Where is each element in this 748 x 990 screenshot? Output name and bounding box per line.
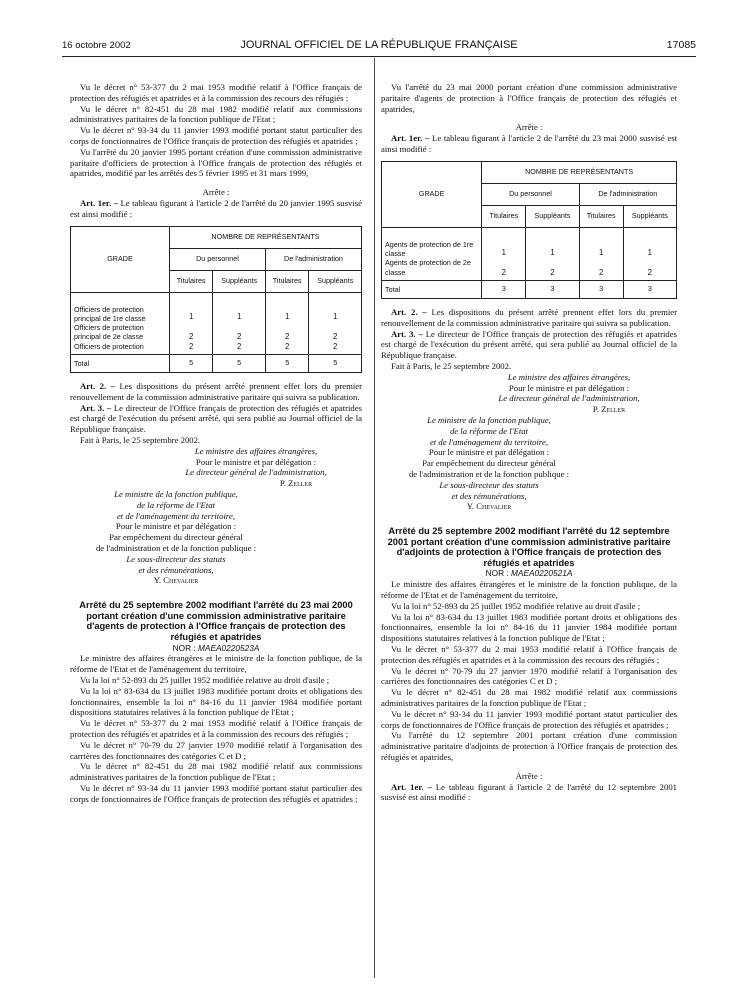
table-total-value: 5 [309,355,362,373]
table-total-value: 3 [579,280,623,298]
grade-label: Officiers de protection principal de 2e classe [74,323,144,342]
table-values-cell: 1 2 2 [213,292,266,354]
table-total-value: 5 [265,355,308,373]
table-header-titulaires: Titulaires [579,205,623,227]
left-column [70,82,362,805]
visa-paragraph: Vu le décret n° 93-34 du 11 janvier 1993 modifié portant statut particulier des corps de fonctionnaires de l'Office français de protection des réfugiés et apatrides ; [70,125,362,146]
right-column [381,82,677,803]
table-values-cell: 1 2 [623,227,676,280]
table-header-suppleants: Suppléants [526,205,579,227]
table-values-cell: 1 2 2 [309,292,362,354]
table-header-nombre: NOMBRE DE REPRÉSENTANTS [169,226,361,248]
table-values-cell: 1 2 [579,227,623,280]
header-page-number: 17085 [666,39,696,51]
signature-block: Le ministre des affaires étrangères, Pour le ministre et par délégation : Le directeur général de l'administration, P. Zeller [498,371,640,415]
table-header-grade: GRADE [71,226,170,292]
table-total-value: 3 [526,280,579,298]
arrete-heading: Arrête : [202,187,230,198]
decree-title: Arrêté du 25 septembre 2002 modifiant l'arrêté du 12 septembre 2001 portant création d'une commission administrative paritaire d'adjoints de protection à l'Office français de protection des réfugiés et apatrides [387,526,671,568]
table-header-administration: De l'administration [579,183,676,205]
table-header-personnel: Du personnel [169,248,265,270]
visa-paragraph: Vu le décret n° 53-377 du 2 mai 1953 modifié relatif à l'Office français de protection des réfugiés et apatrides et à la commission des recours des réfugiés ; [381,644,677,665]
visa-paragraph: Vu le décret n° 93-34 du 11 janvier 1993 modifié portant statut particulier des corps de fonctionnaires de l'Office français de protection des réfugiés et apatrides ; [381,708,677,730]
visa-paragraph: Vu l'arrêté du 12 septembre 2001 portant création d'une commission administrative paritaire d'adjoints de protection à l'Office français de protection des réfugiés et apatrides, [381,730,677,763]
visa-paragraph: Vu le décret n° 82-451 du 28 mai 1982 modifié relatif aux commissions administratives paritaires de la fonction publique de l'Etat ; [70,103,362,125]
article-3: Art. 3. – Le directeur de l'Office français de protection des réfugiés et apatrides est chargé de l'exécution du présent arrêté, qui sera publié au Journal officiel de la République française. [70,402,363,435]
visa-paragraph: Vu la loi n° 52-893 du 25 juillet 1952 modifiée relative au droit d'asile ; [391,600,641,611]
header-date: 16 octobre 2002 [62,40,131,51]
table-header-grade: GRADE [382,161,482,227]
arrete-heading: Arrête : [515,770,543,781]
visa-paragraph: Vu le décret n° 70-79 du 27 janvier 1970 modifié relatif à l'organisation des carrières des fonctionnaires des catégories C et D ; [381,665,677,687]
signature-block: Le ministre de la fonction publique, de la réforme de l'Etat et de l'aménagement du territoire, Pour le ministre et par délégation : Par empêchement du directeur général de l'administration et de la fonction publique : Le sous-directeur des statuts et des rémunérations, Y. Chevalier [408,414,570,512]
visa-paragraph: Vu le décret n° 93-34 du 11 janvier 1993 modifié portant statut particulier des corps de fonctionnaires de l'Office français de protection des réfugiés et apatrides ; [70,782,362,804]
table-header-nombre: NOMBRE DE REPRÉSENTANTS [482,161,677,183]
article-text: Le tableau figurant à l'article 2 de l'arrêté du 20 janvier 1995 susvisé est ainsi modifié : [70,197,362,219]
table-total-value: 5 [213,355,266,373]
visa-paragraph: Vu le décret n° 82-451 du 28 mai 1982 modifié relatif aux commissions administratives paritaires de la fonction publique de l'Etat ; [70,761,362,783]
article-2: Art. 2. – Les dispositions du présent arrêté prennent effet lors du premier renouvellement de la commission administrative paritaire qui suivra sa publication. [70,381,363,402]
column-divider [374,58,375,978]
table-header-titulaires: Titulaires [265,270,308,292]
grade-label: Agents de protection de 2e classe [385,258,471,277]
table-values-cell: 1 2 2 [265,292,308,354]
grade-label: Officiers de protection [74,341,144,351]
table-grade-cell [382,227,482,280]
decree-title: Arrêté du 25 septembre 2002 modifiant l'arrêté du 23 mai 2000 portant création d'une commission administrative paritaire d'agents de protection à l'Office français de protection des réfugiés et apatrides [79,600,353,642]
visa-paragraph: Le ministre des affaires étrangères et le ministre de la fonction publique, de la réforme de l'Etat et de l'aménagement du territoire, [381,579,677,601]
signature-block: Le ministre de la fonction publique, de la réforme de l'Etat et de l'aménagement du territoire, Pour le ministre et par délégation : Par empêchement du directeur général de l'administration et de la fonction publique : Le sous-directeur des statuts et des rémunérations, Y. Chevalier [95,489,257,586]
page-header [62,38,696,54]
table-total-value: 3 [623,280,676,298]
arrete-heading: Arrête : [515,122,543,133]
visa-paragraph: Vu le décret n° 70-79 du 27 janvier 1970 modifié relatif à l'organisation des carrières des fonctionnaires des catégories C et D ; [70,739,362,761]
signature-date: Fait à Paris, le 25 septembre 2002. [80,435,201,446]
table-header-titulaires: Titulaires [169,270,212,292]
nor-reference: NOR : MAEA0220521A [485,568,573,579]
article-2: Art. 2. – Les dispositions du présent arrêté prennent effet lors du premier renouvellement de la commission administrative paritaire qui suivra sa publication. [381,306,678,328]
visa-paragraph: Vu le décret n° 53-377 du 2 mai 1953 modifié relatif à l'Office français de protection des réfugiés et apatrides et à la commission des recours des réfugiés ; [70,82,362,103]
grade-label: Agents de protection de 1re classe [385,239,474,259]
article-3: Art. 3. – Le directeur de l'Office français de protection des réfugiés et apatrides est chargé de l'exécution du présent arrêté, qui sera publié au Journal officiel de la République française. [381,328,678,361]
table-values-cell: 1 2 [526,227,579,280]
article-label: Art. 1er. – [80,197,118,208]
table-values-cell: 1 2 2 [169,292,212,354]
table-header-suppleants: Suppléants [213,270,266,292]
visa-paragraph: Vu la loi n° 83-634 du 13 juillet 1983 modifiée portant droits et obligations des fonctionnaires, ensemble la loi n° 84-16 du 11 janvier 1984 modifiée portant dispositions statutaires relatives à la fonction publique de l'Etat ; [381,611,677,644]
visa-paragraph: Vu la loi n° 52-893 du 25 juillet 1952 modifiée relative au droit d'asile ; [80,674,330,685]
article-1 [70,198,362,220]
table-header-suppleants: Suppléants [623,205,676,227]
visa-paragraph: Le ministre des affaires étrangères et le ministre de la fonction publique, de la réforme de l'Etat et de l'aménagement du territoire, [70,653,362,675]
visa-paragraph: Vu le décret n° 82-451 du 28 mai 1982 modifié relatif aux commissions administratives paritaires de la fonction publique de l'Etat ; [381,687,677,709]
table-total-value: 5 [169,355,212,373]
table-grade-cell [71,292,170,354]
representatives-table [70,226,362,373]
table-header-suppleants: Suppléants [309,270,362,292]
table-total-label: Total [71,355,170,373]
article-1: Art. 1er. – Le tableau figurant à l'article 2 de l'arrêté du 12 septembre 2001 susvisé est ainsi modifié : [381,781,678,803]
signature-date: Fait à Paris, le 25 septembre 2002. [391,360,512,371]
table-total-value: 3 [482,280,526,298]
header-rule [62,56,696,57]
table-total-label: Total [382,280,482,298]
visa-paragraph: Vu l'arrêté du 20 janvier 1995 portant création d'une commission administrative paritaire d'officiers de protection à l'Office français de protection des réfugiés et apatrides, modifié par les arrêtés des 5 février 1995 et 31 mars 1999, [70,146,362,179]
table-header-administration: De l'administration [265,248,361,270]
grade-label: Officiers de protection principal de 1re classe [74,304,146,323]
table-values-cell: 1 2 [482,227,526,280]
table-header-titulaires: Titulaires [482,205,526,227]
nor-reference: NOR : MAEA0220523A [172,642,260,653]
representatives-table [381,161,677,299]
header-journal-title: JOURNAL OFFICIEL DE LA RÉPUBLIQUE FRANÇAISE [240,39,518,51]
article-1: Art. 1er. – Le tableau figurant à l'article 2 de l'arrêté du 23 mai 2000 susvisé est ainsi modifié : [381,133,678,154]
visa-paragraph: Vu le décret n° 53-377 du 2 mai 1953 modifié relatif à l'Office français de protection des réfugiés et apatrides et à la commission des recours des réfugiés ; [70,718,362,739]
table-header-personnel: Du personnel [482,183,579,205]
signature-block: Le ministre des affaires étrangères, Pour le ministre et par délégation : Le directeur général de l'administration, P. Zeller [185,445,327,489]
visa-paragraph: Vu l'arrêté du 23 mai 2000 portant création d'une commission administrative paritaire d'agents de protection à l'Office français de protection des réfugiés et apatrides, [381,82,677,114]
visa-paragraph: Vu la loi n° 83-634 du 13 juillet 1983 modifiée portant droits et obligations des fonctionnaires, ensemble la loi n° 84-16 du 11 janvier 1984 modifiée portant dispositions statutaires relatives à la fonction publique de l'Etat ; [70,685,362,718]
